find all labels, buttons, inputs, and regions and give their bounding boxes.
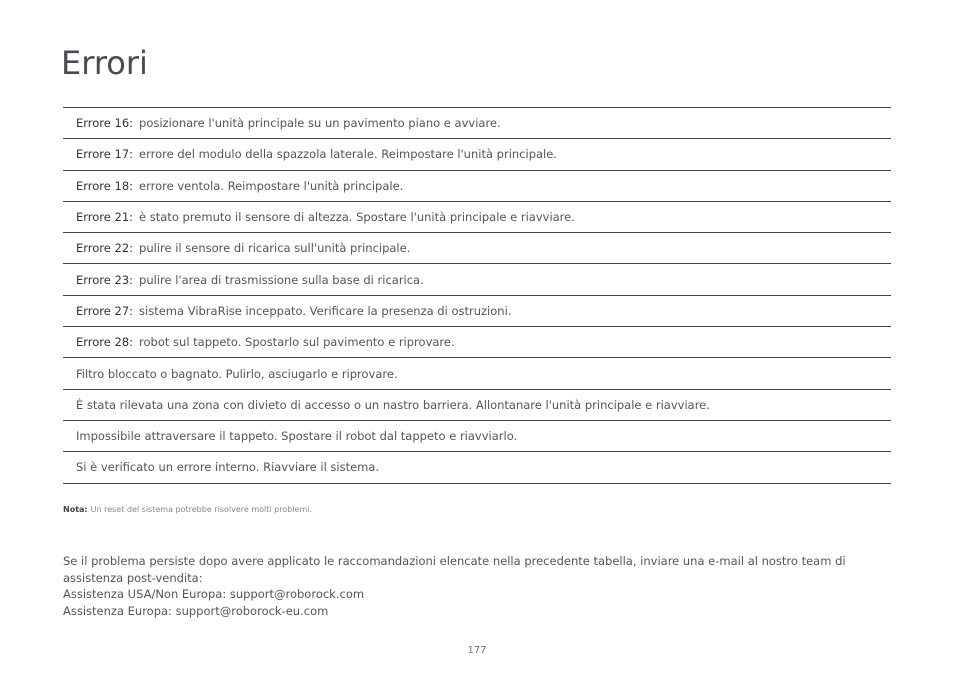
support-info-line: assistenza post-vendita: xyxy=(63,570,203,585)
error-code: Errore 23: xyxy=(76,272,134,287)
error-code: Errore 17: xyxy=(76,147,134,162)
table-row xyxy=(63,358,891,389)
error-description: errore ventola. Reimpostare l'unità principale. xyxy=(139,178,404,193)
error-description: pulire il sensore di ricarica sull'unità principale. xyxy=(139,241,411,256)
error-code: Errore 27: xyxy=(76,303,134,318)
error-description: robot sul tappeto. Spostarlo sul pavimento e riprovare. xyxy=(139,335,455,350)
error-code: Errore 18: xyxy=(76,178,134,193)
table-row xyxy=(63,296,891,327)
error-description: errore del modulo della spazzola laterale. Reimpostare l'unità principale. xyxy=(139,147,557,162)
table-row xyxy=(63,108,891,139)
error-description: sistema VibraRise inceppato. Verificare la presenza di ostruzioni. xyxy=(139,303,512,318)
table-row xyxy=(63,202,891,233)
table-row xyxy=(63,233,891,264)
error-description: pulire l'area di trasmissione sulla base di ricarica. xyxy=(139,272,424,287)
error-description: posizionare l'unità principale su un pavimento piano e avviare. xyxy=(139,116,501,131)
error-code: Errore 21: xyxy=(76,210,134,225)
error-description: È stata rilevata una zona con divieto di accesso o un nastro barriera. Allontanare l'unità principale e riavviare. xyxy=(76,397,710,412)
error-code: Errore 28: xyxy=(76,335,134,350)
error-description: Filtro bloccato o bagnato. Pulirlo, asciugarlo e riprovare. xyxy=(76,366,398,381)
error-description: Si è verificato un errore interno. Riavviare il sistema. xyxy=(76,460,380,475)
support-contact-europe: Assistenza Europa: support@roborock-eu.com xyxy=(63,603,329,618)
table-row xyxy=(63,390,891,421)
table-row xyxy=(63,264,891,295)
error-code: Errore 16: xyxy=(76,116,134,131)
note-label: Nota: xyxy=(63,505,88,514)
error-description: è stato premuto il sensore di altezza. Spostare l'unità principale e riavviare. xyxy=(139,210,575,225)
table-row xyxy=(63,452,891,483)
support-info xyxy=(63,553,863,619)
error-description: Impossibile attraversare il tappeto. Spostare il robot dal tappeto e riavviarlo. xyxy=(76,429,518,444)
page-title: Errori xyxy=(61,44,148,82)
note xyxy=(63,505,312,514)
error-code: Errore 22: xyxy=(76,241,134,256)
table-row xyxy=(63,139,891,170)
error-table xyxy=(63,107,891,484)
table-row xyxy=(63,171,891,202)
support-info-line: Se il problema persiste dopo avere applicato le raccomandazioni elencate nella precedente tabella, inviare una e-mail al nostro team di xyxy=(63,554,846,568)
support-contact-usa: Assistenza USA/Non Europa: support@roborock.com xyxy=(63,587,365,601)
page-number: 177 xyxy=(467,645,487,656)
table-row xyxy=(63,421,891,452)
table-row xyxy=(63,327,891,358)
note-text: Un reset del sistema potrebbe risolvere molti problemi. xyxy=(90,505,312,514)
